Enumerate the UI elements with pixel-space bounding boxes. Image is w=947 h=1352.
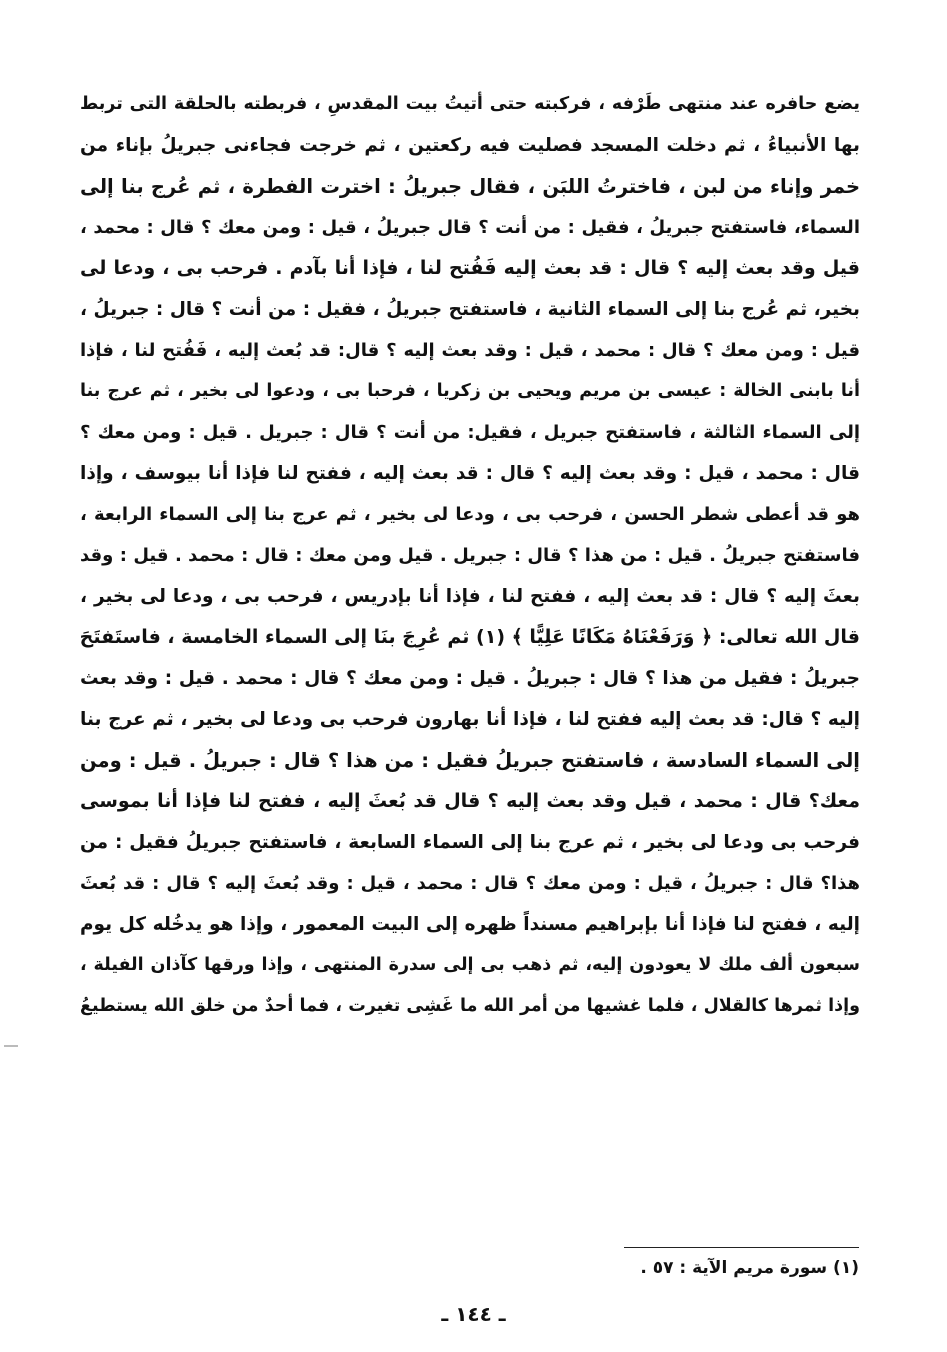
text-line: قيل وقد بعث إليه ؟ قال : قد بعث إليه فَفُتح لنا ، فإذا أنا بآدم . فرحب بى ، ودعا لى (80, 257, 860, 279)
text-line: هو قد أعطى شطر الحسن ، فرحب بى ، ودعا لى بخير ، ثم عرج بنا إلى السماء الرابعة ، (80, 504, 860, 525)
text-line: إلى السماء الثالثة ، فاستفتح جبريل ، فقيل: من أنت ؟ قال : جبريل . قيل : ومن معك ؟ (80, 422, 860, 443)
text-line: بها الأنبياءُ ، ثم دخلت المسجد فصليت فيه ركعتين ، ثم خرجت فجاءنى جبريلُ بإناء من (80, 135, 860, 156)
text-line: خمر وإناء من لبن ، فاخترتُ اللبَن ، فقال جبريلُ : اخترت الفطرة ، ثم عُرج بنا إلى (80, 175, 860, 198)
text-line: قال : محمد ، قيل : وقد بعث إليه ؟ قال : قد بعث إليه ، ففتح لنا فإذا أنا بيوسف ، وإذا (80, 463, 860, 484)
text-line: قال الله تعالى: ﴿ وَرَفَعْنَاهُ مَكَانًا عَلِيًّا ﴾ (١) ثم عُرِجَ بنَا إلى السماء الخامسة ، فاستَفتَحَ (80, 626, 860, 648)
text-line: قيل : ومن معك ؟ قال : محمد ، قيل : وقد بعث إليه ؟ قال: قد بُعث إليه ، فَفُتح لنا ، فإذا (80, 340, 860, 361)
text-line: سبعون ألف ملك لا يعودون إليه، ثم ذهب بى إلى سدرة المنتهى ، وإذا ورقها كآذان الفيلة ، (80, 955, 860, 975)
main-text (80, 84, 860, 1027)
text-line: إلى السماء السادسة ، فاستفتح جبريلُ فقيل : من هذا ؟ قال : جبريلُ . قيل : ومن (80, 749, 860, 772)
text-line: جبريلُ : فقيل من هذا ؟ قال : جبريلُ . قيل : ومن معك ؟ قال : محمد . قيل : وقد بعث (80, 668, 860, 689)
footnote: (١) سورة مريم الآية : ٥٧ . (640, 1258, 859, 1278)
text-line: بخير، ثم عُرج بنا إلى السماء الثانية ، فاستفتح جبريلُ ، فقيل : من أنت ؟ قال : جبريلُ ، (80, 299, 860, 320)
text-line: معك؟ قال : محمد ، قيل وقد بعث إليه ؟ قال قد بُعثَ إليه ، ففتح لنا فإذا أنا بموسى (80, 790, 860, 812)
text-line: وإذا ثمرها كالقلال ، فلما غشيها من أمر الله ما غَشِى تغيرت ، فما أحدٌ من خلق الله يستطيعُ (80, 996, 860, 1016)
page-number: ـ ١٤٤ ـ (441, 1302, 506, 1326)
text-line: أنا بابنى الخالة : عيسى بن مريم ويحيى بن زكريا ، فرحبا بى ، ودعوا لى بخير ، ثم عرج بنا (80, 381, 860, 401)
text-line: فرحب بى ودعا لى بخير ، ثم عرج بنا إلى السماء السابعة ، فاستفتح جبريلُ فقيل : من (80, 832, 860, 853)
text-line: السماء، فاستفتح جبريلُ ، فقيل : من أنت ؟ قال جبريلُ ، قيل : ومن معك ؟ قال : محمد ، (80, 217, 860, 238)
text-line: إليه ؟ قال: قد بعث إليه ففتح لنا ، فإذا أنا بهارون فرحب بى ودعا لى بخير ، ثم عرج بنا (80, 709, 860, 730)
footnote-divider (624, 1247, 859, 1248)
text-line: بعثَ إليه ؟ قال : قد بعث إليه ، ففتح لنا ، فإذا أنا بإدريس ، فرحب بى ، ودعا لى بخير ، (80, 586, 860, 607)
text-line: يضع حافره عند منتهى طَرْفه ، فركبته حتى أتيتُ بيت المقدسِ ، فربطته بالحلقة التى تربط (80, 94, 860, 114)
text-line: هذا؟ قال : جبريلُ ، قيل : ومن معك ؟ قال : محمد ، قيل : وقد بُعثَ إليه ؟ قال : قد بُعثَ (80, 873, 860, 894)
text-line: إليه ، ففتح لنا فإذا أنا بإبراهيم مسنداً ظهره إلى البيت المعمور ، وإذا هو يدخُله كل يوم (80, 914, 860, 935)
text-line: فاستفتح جبريلُ . قيل : من هذا ؟ قال : جبريل . قيل ومن معك : قال : محمد . قيل : وقد (80, 545, 860, 566)
scan-edge-mark (4, 1045, 18, 1047)
